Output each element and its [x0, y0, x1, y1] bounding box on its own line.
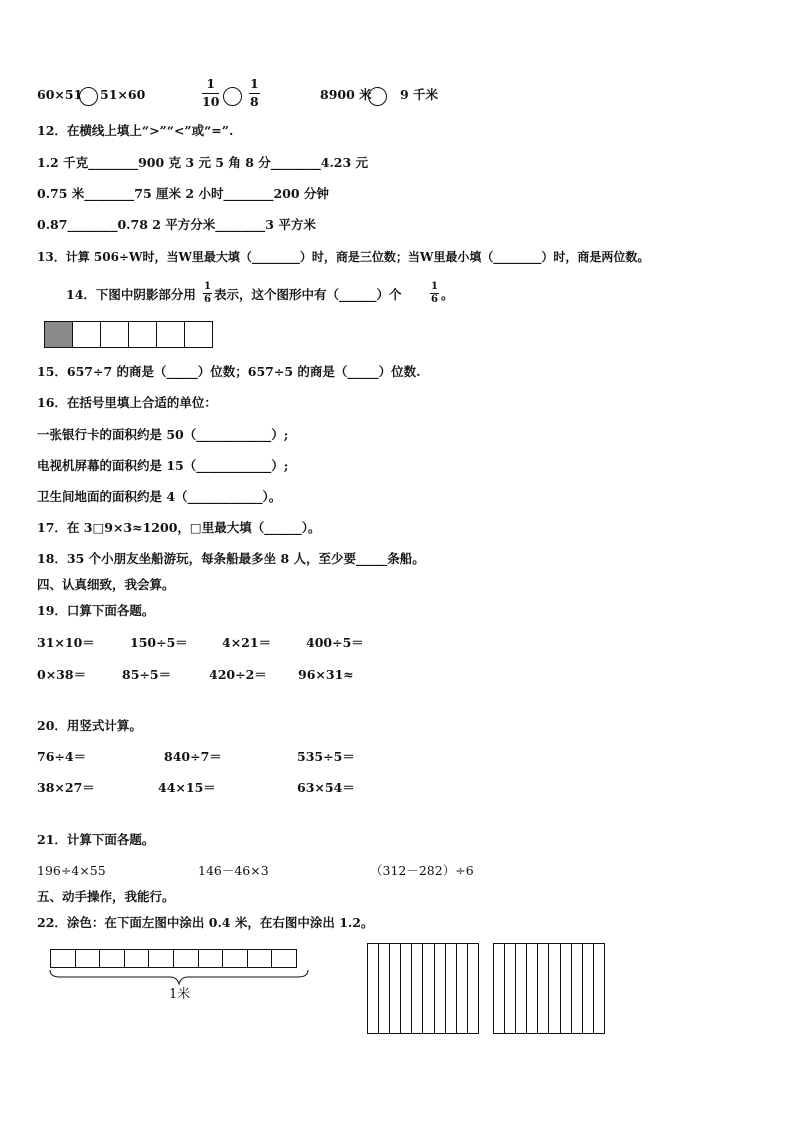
square-strip[interactable] — [446, 944, 457, 1033]
q19-item: 0×38＝ — [37, 667, 87, 682]
q19-item: 400÷5＝ — [306, 635, 364, 650]
square-strip[interactable] — [549, 944, 560, 1033]
q20-item: 76÷4＝ — [37, 749, 87, 764]
q16-title: 16．在括号里填上合适的单位： — [37, 395, 217, 410]
q22-title: 22．涂色：在下面左图中涂出 0.4 米，在右图中涂出 1.2。 — [37, 915, 374, 930]
q14-text-mid: 表示，这个图形中有（______）个 — [214, 287, 402, 302]
q16-line-3: 卫生间地面的面积约是 4（____________）。 — [37, 489, 282, 504]
q14-fraction-2-numerator: 1 — [431, 281, 438, 292]
q20-item: 44×15＝ — [158, 780, 216, 795]
q14-fraction-2-denominator: 6 — [431, 294, 438, 305]
q20-title: 20．用竖式计算。 — [37, 718, 142, 733]
fraction-left-numerator: 1 — [202, 78, 219, 94]
square-strip[interactable] — [412, 944, 423, 1033]
square-figure-2 — [493, 943, 605, 1034]
blank-cell — [100, 321, 129, 348]
q14-fraction-1-denominator: 6 — [204, 294, 211, 305]
square-strip[interactable] — [423, 944, 434, 1033]
q14-fraction-1-numerator: 1 — [204, 281, 211, 292]
q15-text: 15．657÷7 的商是（_____）位数；657÷5 的商是（_____）位数. — [37, 364, 421, 379]
q19-item: 420÷2＝ — [209, 667, 267, 682]
q19-title: 19．口算下面各题。 — [37, 603, 155, 618]
fraction-left — [202, 78, 219, 108]
q20-item: 63×54＝ — [297, 780, 355, 795]
compare-circle-2[interactable] — [223, 87, 242, 106]
q13-text: 13．计算 506÷W时，当W里最大填（________）时，商是三位数；当W里最小填（________）时，商是两位数。 — [37, 250, 650, 264]
q16-line-2: 电视机屏幕的面积约是 15（____________）; — [37, 458, 289, 473]
square-strip[interactable] — [390, 944, 401, 1033]
square-strip[interactable] — [457, 944, 468, 1033]
strip-cell[interactable] — [148, 949, 174, 968]
square-strip[interactable] — [505, 944, 516, 1033]
fraction-right-numerator: 1 — [249, 78, 260, 94]
q12-title: 12．在横线上填上“>”“<”或“=”. — [37, 123, 234, 138]
q20-item: 535÷5＝ — [297, 749, 355, 764]
q21-title: 21．计算下面各题。 — [37, 832, 155, 847]
q14-text-pre: 14．下图中阴影部分用 — [66, 287, 196, 302]
strip-cell[interactable] — [50, 949, 76, 968]
square-strip[interactable] — [572, 944, 583, 1033]
q18-text: 18．35 个小朋友坐船游玩，每条船最多坐 8 人，至少要_____条船。 — [37, 551, 425, 566]
square-strip[interactable] — [435, 944, 446, 1033]
q19-item: 150÷5＝ — [130, 635, 188, 650]
q21-item: 146－46×3 — [198, 863, 269, 878]
q16-line-1: 一张银行卡的面积约是 50（____________）; — [37, 427, 289, 442]
fraction-right-denominator: 8 — [250, 93, 259, 109]
q12-row-1: 1.2 千克________900 克 3 元 5 角 8 分________4.23 元 — [37, 155, 369, 170]
brace-icon — [48, 968, 310, 988]
strip-cell[interactable] — [75, 949, 101, 968]
strip-cell[interactable] — [198, 949, 224, 968]
q17-text: 17．在 3□9×3≈1200，□里最大填（______）。 — [37, 520, 321, 535]
q14-fraction-1 — [203, 282, 212, 305]
meter-strip-figure — [50, 949, 296, 968]
square-strip[interactable] — [494, 944, 505, 1033]
q21-item: （312－282）÷6 — [370, 863, 474, 878]
strip-cell[interactable] — [222, 949, 248, 968]
strip-cell[interactable] — [173, 949, 199, 968]
square-strip[interactable] — [583, 944, 594, 1033]
square-strip[interactable] — [594, 944, 604, 1033]
square-figure-1 — [367, 943, 479, 1034]
fraction-left-denominator: 10 — [202, 93, 220, 109]
section-4-heading: 四、认真细致，我会算。 — [37, 577, 175, 592]
compare-left-3: 8900 米 — [320, 87, 372, 102]
square-strip[interactable] — [527, 944, 538, 1033]
strip-cell[interactable] — [99, 949, 125, 968]
strip-cell[interactable] — [124, 949, 150, 968]
blank-cell — [128, 321, 157, 348]
ruler-label: 1米 — [169, 987, 191, 1002]
q21-item: 196÷4×55 — [37, 863, 106, 878]
q14-six-cell-figure — [44, 321, 212, 348]
q14-text-end: 。 — [441, 287, 454, 302]
square-strip[interactable] — [401, 944, 412, 1033]
strip-cell[interactable] — [247, 949, 273, 968]
blank-cell — [184, 321, 213, 348]
square-strip[interactable] — [468, 944, 478, 1033]
section-5-heading: 五、动手操作，我能行。 — [37, 889, 175, 904]
square-strip[interactable] — [538, 944, 549, 1033]
blank-cell — [72, 321, 101, 348]
blank-cell — [156, 321, 185, 348]
q20-item: 840÷7＝ — [164, 749, 222, 764]
square-strip[interactable] — [516, 944, 527, 1033]
compare-right-3: 9 千米 — [400, 87, 439, 102]
q19-item: 96×31≈ — [298, 667, 354, 682]
square-strip[interactable] — [379, 944, 390, 1033]
q20-item: 38×27＝ — [37, 780, 95, 795]
q19-item: 4×21＝ — [222, 635, 272, 650]
q19-item: 85÷5＝ — [122, 667, 172, 682]
fraction-right — [249, 78, 260, 108]
q19-item: 31×10＝ — [37, 635, 95, 650]
compare-left-1: 60×51 — [37, 87, 83, 102]
square-strip[interactable] — [561, 944, 572, 1033]
q12-row-3: 0.87________0.78 2 平方分米________3 平方米 — [37, 217, 316, 232]
strip-cell[interactable] — [271, 949, 297, 968]
shaded-cell — [44, 321, 73, 348]
q12-row-2: 0.75 米________75 厘米 2 小时________200 分钟 — [37, 186, 329, 201]
compare-circle-1[interactable] — [79, 87, 98, 106]
q14-fraction-2 — [430, 282, 439, 305]
compare-right-1: 51×60 — [100, 87, 146, 102]
square-strip[interactable] — [368, 944, 379, 1033]
compare-circle-3[interactable] — [368, 87, 387, 106]
